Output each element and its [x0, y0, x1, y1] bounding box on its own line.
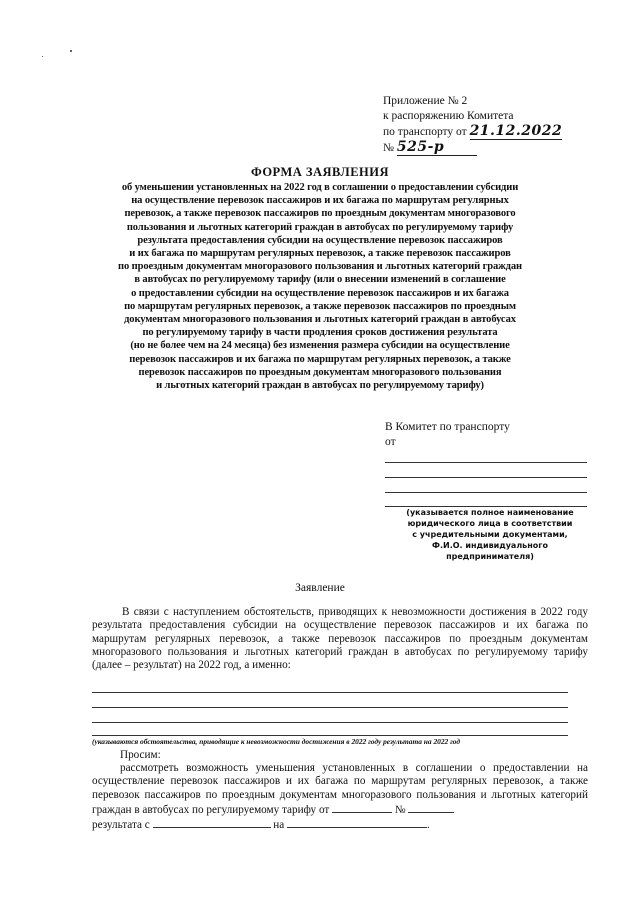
agreement-number-blank[interactable] — [408, 802, 454, 813]
addressee-note — [385, 507, 595, 562]
request-text: рассмотреть возможность уменьшения установленных в соглашении о предоставлении на осуществление перевозок пассажиров и их багажа по маршрутам регулярных перевозок, а также перевозок пассажиров по проездным документам многоразового пользования и льготных категорий граждан в автобусах по регулируемому тарифу от — [92, 762, 588, 816]
subtitle-line: документам многоразового пользования и льготных категорий граждан в автобусах — [124, 314, 516, 326]
application-paragraph-2 — [92, 762, 588, 832]
subtitle-line: в автобусах по регулируемому тарифу (или о внесении изменений в соглашение — [134, 274, 506, 286]
request-label: Просим: — [120, 749, 161, 761]
annex-handwritten-date: 21.12.2022 — [469, 123, 563, 139]
subtitle-line: перевозок пассажиров по проездным документам многоразового пользования — [138, 366, 502, 378]
subtitle-line: (но не более чем на 24 месяца) без изменения размера субсидии на осуществление — [130, 340, 510, 352]
annex-date-prefix: по транспорту от — [383, 126, 467, 138]
subtitle-line: по регулируемому тарифу в части продления сроков достижения результата — [142, 327, 498, 339]
circumstances-note: (указываются обстоятельства, приводящие к невозможности достижения в 2022 году результата на 2022 год — [92, 737, 461, 746]
addressee-note-line: предпринимателя) — [446, 552, 534, 561]
subtitle-line: об уменьшении установленных на 2022 год в соглашении о предоставлении субсидии — [121, 182, 519, 193]
subtitle-line: результата предоставления субсидии на осуществление перевозок пассажиров — [137, 234, 503, 246]
addressee-fill-line[interactable] — [385, 462, 587, 463]
addressee-fill-line[interactable] — [385, 492, 587, 493]
scan-speck — [42, 56, 43, 57]
annex-line-1: Приложение № 2 — [383, 95, 468, 107]
circumstances-fill-line[interactable] — [92, 722, 568, 723]
application-paragraph-1: В связи с наступлением обстоятельств, приводящих к невозможности достижения в 2022 году результата предоставления субсидии на осуществление перевозок пассажиров и их багажа по маршрутам регулярных перевозок, а также перевозок пассажиров по проездным документам многоразового пользования и льготных категорий граждан в автобусах по регулируемому тарифу (далее – результат) на 2022 год, а именно: — [92, 606, 588, 672]
result-prefix: результата с — [92, 819, 150, 832]
annex-line-2: к распоряжению Комитета — [383, 110, 514, 122]
addressee-fill-line[interactable] — [385, 477, 587, 478]
circumstances-fill-line[interactable] — [92, 735, 568, 736]
addressee-note-line: Ф.И.О. индивидуального — [432, 541, 548, 550]
annex-number-prefix: № — [383, 142, 394, 154]
circumstances-fill-line[interactable] — [92, 692, 568, 693]
form-subtitle — [80, 181, 560, 392]
scan-speck — [70, 50, 72, 52]
result-to-label: на — [273, 819, 285, 832]
circumstances-fill-line[interactable] — [92, 707, 568, 708]
addressee-to: В Комитет по транспорту — [385, 421, 510, 433]
annex-line-4 — [383, 140, 613, 156]
result-end-dot: . — [427, 819, 430, 832]
subtitle-line: по проездным документам многоразового пользования и льготных категорий граждан — [118, 261, 522, 273]
subtitle-line: о предоставлении субсидии на осуществление перевозок пассажиров и их багажа — [131, 287, 509, 299]
result-line — [92, 817, 430, 832]
form-title: ФОРМА ЗАЯВЛЕНИЯ — [250, 165, 390, 179]
subtitle-line: и их багажа по маршрутам регулярных перевозок, а также перевозок пассажиров — [129, 248, 511, 260]
subtitle-line: по маршрутам регулярных перевозок, а также перевозок пассажиров по проездным — [124, 300, 516, 312]
form-heading — [80, 165, 560, 392]
subtitle-line: перевозок, а также перевозок пассажиров по проездным документам многоразового — [124, 208, 516, 220]
agreement-number-sign: № — [394, 803, 406, 816]
subtitle-line: перевозок пассажиров и их багажа по маршрутам регулярных перевозок, а также — [129, 353, 511, 365]
addressee-note-line: юридического лица в соответствии — [407, 519, 573, 528]
application-title: Заявление — [295, 582, 345, 594]
subtitle-line: на осуществление перевозок пассажиров и их багажа по маршрутам регулярных — [131, 195, 509, 207]
result-from-blank[interactable] — [153, 817, 271, 828]
addressee-note-line: (указывается полное наименование — [406, 508, 574, 517]
addressee-note-line: с учредительными документами, — [412, 530, 568, 539]
subtitle-line: и льготных категорий граждан в автобусах по регулируемому тарифу) — [156, 380, 484, 392]
annex-line-3 — [383, 124, 613, 140]
addressee-block — [385, 420, 595, 450]
annex-block — [383, 94, 613, 156]
result-to-blank[interactable] — [287, 817, 427, 828]
subtitle-line: пользования и льготных категорий граждан в автобусах по регулируемому тарифу — [126, 221, 514, 233]
addressee-from: от — [385, 436, 396, 448]
annex-handwritten-number: 525-р — [397, 140, 477, 156]
agreement-date-blank[interactable] — [332, 802, 392, 813]
